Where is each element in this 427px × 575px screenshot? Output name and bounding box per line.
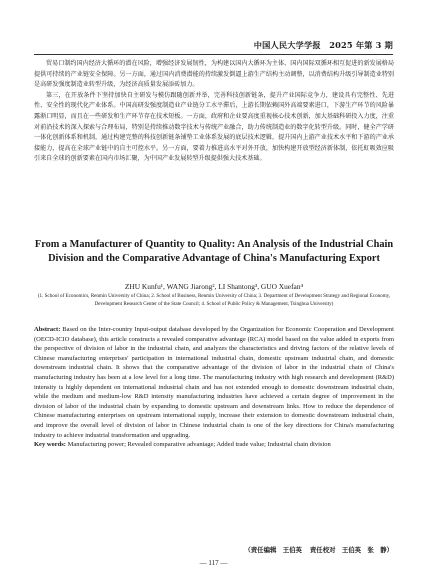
affiliations: (1. School of Economics, Renmin University of China; 2. School of Business, Renmin University of China; 3. Department of Development Strategy and Regional Economy, Development Research Center of the State Council; 4. School of Public Policy & Management, Tsinghua University) (37, 293, 391, 308)
editor-credit: （责任编辑 王伯英 (244, 546, 302, 554)
proofreader-credit: 责任校对 王伯英 张 静） (309, 546, 393, 554)
abstract-block (34, 325, 394, 450)
chinese-body-text (34, 59, 394, 165)
abstract-text: Based on the Inter-country Input-output database developed by the Organization for Economic Cooperation and Development (OECD-ICIO database), this article constructs a revealed comparative advantage (RCA) model based on the value added in exports from the perspective of division of labor in the industrial chain, and analyzes the characteristics and driving factors of the relative levels of Chinese manufacturing enterprises' participation in international industrial chain, domestic upstream industrial chain, and domestic downstream industrial chain. It shows that the comparative advantage of the division of labor in the industrial chain of China's manufacturing industry has been at a low level for a long time. The manufacturing industry with high research and development (R&D) intensity is highly dependent on international industrial chain and has not extended enough to domestic downstream industrial chain, while the medium and medium-low R&D intensity manufacturing industries have achieved a certain degree of improvement in the division of labor of the industrial chain by expanding to domestic upstream and downstream links. How to reduce the dependence of Chinese manufacturing enterprises on upstream international supply, increase their extension to domestic downstream industrial chain, and improve the overall level of division of labor in Chinese industrial chain is one of the key directions for China's manufacturing industry to achieve industrial transformation and upgrading. (34, 326, 394, 439)
editor-credits (236, 545, 393, 554)
cn-paragraph-2: 第三，在开放条件下坚持加快自主研发与模仿跟随创新并举，完善科技创新链条，提升产业国际竞争力，建设具有完整性、先进性、安全性的现代化产业体系。中国高研发强度制造业产业链分工水平滞后，上游长期依赖国外高端要素进口，下游生产环节的风险暴露渐口明显，而且在一些研发和生产环节存在技术短板。一方面，政府和企业要高度重视核心技术创新，加大基础科研投入力度，注重对前沿技术的深入探索与合理布局，特别是持续推动数字技术与传统产业融合，助力传统制造业的数字化转型升级。同时，健全产学研一体化创新体系和机制，通过构建完整的科技创新链条铺垫工业体系发展的底层技术逻辑，提升国内上游产业技术水平和下游的产业承接能力，提高在全球产业链中的自主可控水平。另一方面，要着力推进高水平对外开放，加快构建开放型经济新体制，依托虹吸效应吸引来自全球的创新要素在国内市场汇聚，为中国产业发展转型升级提供强大技术基础。 (34, 91, 394, 163)
keywords-label: Key words: (34, 441, 66, 449)
running-head: 中国人民大学学报 2025 年第 3 期 (253, 40, 393, 50)
cn-paragraph-1: 贸易口制约国内经济大循环的潜在风险，增强经济发展韧性，为构建以国内大循环为主体、国内国际双循环相互促进的新发展格局提供可持续的产业链安全保障。另一方面，通过国内消费潜能的持续激发倒逼上游生产结构主动调整，以消费结构升级引导制造业特别是高研发强度制造业转型升级，为经济高质量发展添砖加力。 (34, 60, 394, 89)
keywords-text: Manufacturing power; Revealed comparative advantage; Added trade value; Industrial chain division (65, 441, 331, 449)
header-rule (34, 54, 393, 55)
author-list: ZHU Kunfu¹, WANG Jiarong², LI Shantong³, GUO Xuefan⁴ (124, 282, 304, 291)
page-number: — 117 — (199, 559, 228, 567)
article-title: From a Manufacturer of Quantity to Quality: An Analysis of the Industrial Chain Division and the Comparative Advantage of China's Manufacturing Export (34, 239, 394, 265)
keywords-paragraph (34, 440, 394, 450)
abstract-paragraph (34, 325, 394, 440)
abstract-label: Abstract: (34, 326, 61, 333)
